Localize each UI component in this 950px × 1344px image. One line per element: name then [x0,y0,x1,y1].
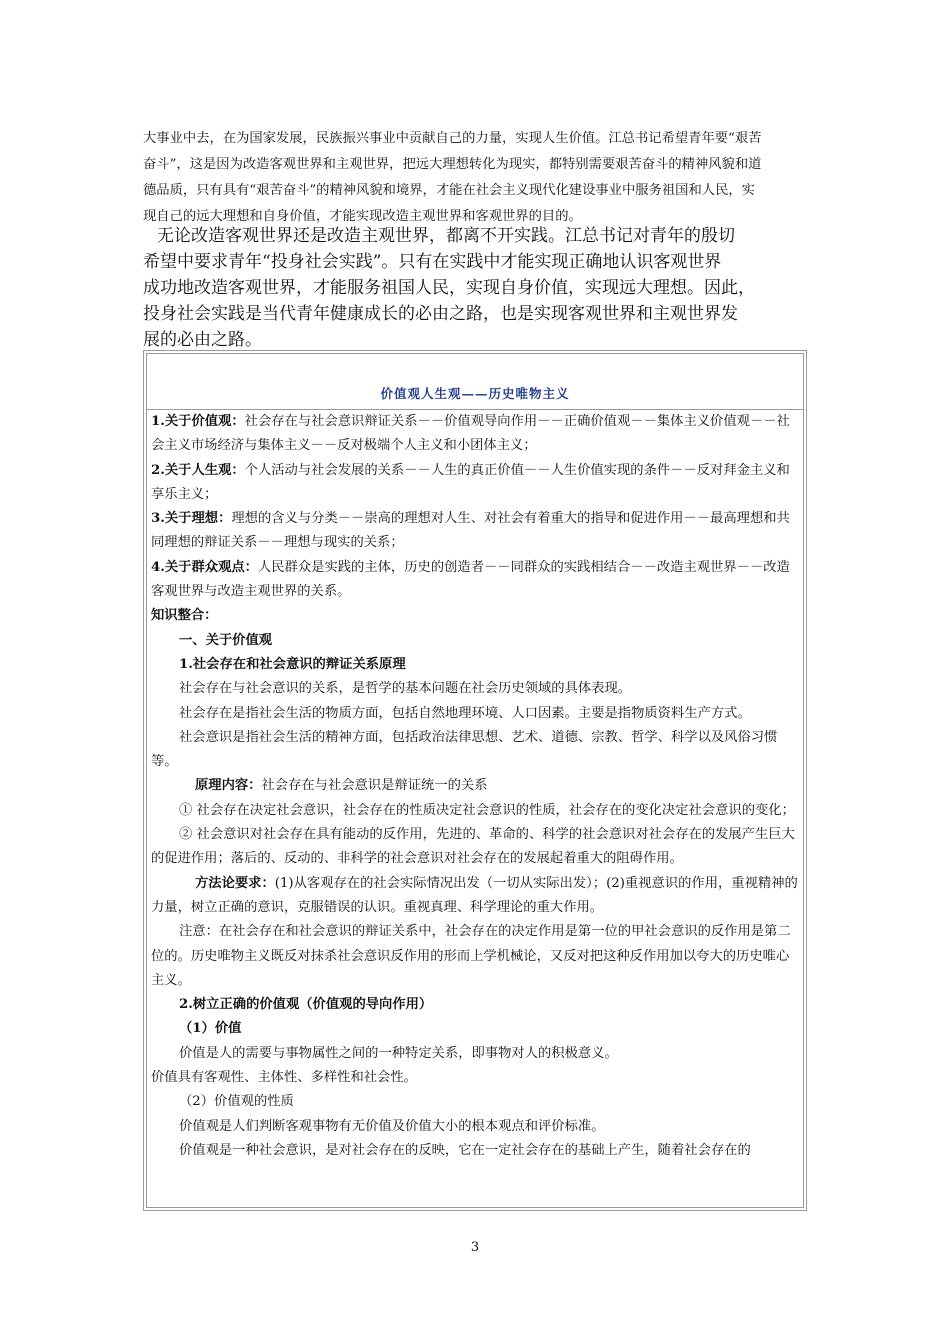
text-line: 无论改造客观世界还是改造主观世界，都离不开实践。江总书记对青年的殷切 [157,226,735,246]
text-line: 展的必由之路。 [143,330,262,350]
subsection-heading-2: 2.树立正确的价值观（价值观的导向作用） [179,997,433,1013]
item-text: 个人活动与社会发展的关系－－人生的真正价值－－人生价值实现的条件－－反对拜金主义和享乐主义； [151,462,790,502]
item-label: 2.关于人生观： [151,462,245,478]
text-line: 现自己的远大理想和自身价值，才能实现改造主观世界和客观世界的目的。 [143,209,582,224]
principle-text: 社会存在与社会意识是辩证统一的关系 [261,778,488,794]
body-paragraph: 社会存在是指社会生活的物质方面，包括自然地理环境、人口因素。主要是指物质资料生产方式。 [179,705,751,721]
section-heading-1: 一、关于价值观 [179,632,273,648]
outline-item-3 [151,507,799,556]
methodology-text: (1)从客观存在的社会实际情况出发（一切从实际出发）；(2)重视意识的作用，重视精神的力量，树立正确的意识，克服错误的认识。重视真理、科学理论的重大作用。 [151,875,798,915]
body-paragraph: 价值是人的需要与事物属性之间的一种特定关系，即事物对人的积极意义。 [179,1045,618,1061]
text-line: 奋斗”，这是因为改造客观世界和主观世界，把远大理想转化为现实，都特别需要艰苦奋斗的精神风貌和道 [143,157,762,172]
principle-label: 原理内容： [195,778,262,794]
body-paragraph: 社会存在与社会意识的关系，是哲学的基本问题在社会历史领域的具体表现。 [179,681,632,697]
subsection-heading-2-2: （2）价值观的性质 [179,1094,294,1110]
item-text: 理想的含义与分类－－崇高的理想对人生、对社会有着重大的指导和促进作用－－最高理想和共同理想的辩证关系－－理想与现实的关系； [151,511,790,551]
text-line: 大事业中去，在为国家发展，民族振兴事业中贡献自己的力量，实现人生价值。江总书记希望青年要“艰苦 [143,131,762,146]
body-paragraph: 价值具有客观性、主体性、多样性和社会性。 [151,1070,417,1086]
summary-box-inner [146,353,804,1208]
text-line: 希望中要求青年“投身社会实践”。只有在实践中才能实现正确地认识客观世界 [143,252,722,272]
principle-point-1: ① 社会存在决定社会意识，社会存在的性质决定社会意识的性质，社会存在的变化决定社会意识的变化； [179,802,795,818]
page-number: 3 [470,1240,480,1255]
practice-paragraph [143,223,807,353]
principle-point-2: ② 社会意识对社会存在具有能动的反作用，先进的、革命的、科学的社会意识对社会存在的发展产生巨大的促进作用；落后的、反动的、非科学的社会意识对社会存在的发展起着重大的阻碍作用。 [151,827,795,867]
methodology-label: 方法论要求： [195,875,275,891]
methodology-line [151,872,799,921]
item-label: 3.关于理想： [151,511,232,527]
knowledge-heading: 知识整合： [151,608,218,624]
subsection-heading-2-1: （1）价值 [179,1021,242,1037]
box-body [151,410,799,1163]
body-paragraph: 价值观是一种社会意识，是对社会存在的反映，它在一定社会存在的基础上产生，随着社会存在的 [179,1142,751,1158]
summary-box [143,350,807,1211]
intro-paragraph [143,126,807,230]
outline-item-2 [151,459,799,508]
note-paragraph: 注意：在社会存在和社会意识的辩证关系中，社会存在的决定作用是第一位的甲社会意识的反作用是第二位的。历史唯物主义既反对抹杀社会意识反作用的形而上学机械论，又反对把这种反作用加以夸大的历史唯心主义。 [151,924,791,988]
subsection-heading-1: 1.社会存在和社会意识的辩证关系原理 [179,656,406,672]
box-title: 价值观人生观——历史唯物主义 [380,386,570,401]
item-label: 4.关于群众观点： [151,559,258,575]
outline-item-1 [151,410,799,459]
box-title-cell [147,354,803,410]
principle-line [151,774,799,798]
text-line: 投身社会实践是当代青年健康成长的必由之路，也是实现客观世界和主观世界发 [143,304,738,324]
body-paragraph: 价值观是人们判断客观事物有无价值及价值大小的根本观点和评价标准。 [179,1118,605,1134]
body-paragraph: 社会意识是指社会生活的精神方面，包括政治法律思想、艺术、道德、宗教、哲学、科学以及风俗习惯等。 [151,729,778,770]
text-line: 成功地改造客观世界，才能服务祖国人民，实现自身价值，实现远大理想。因此， [143,278,755,298]
item-label: 1.关于价值观： [151,414,245,429]
text-line: 德品质，只有具有“艰苦奋斗”的精神风貌和境界，才能在社会主义现代化建设事业中服务祖国和人民，实 [143,183,755,198]
item-text: 社会存在与社会意识辩证关系－－价值观导向作用－－正确价值观－－集体主义价值观－－社会主义市场经济与集体主义－－反对极端个人主义和小团体主义； [151,414,790,454]
item-text: 人民群众是实践的主体，历史的创造者－－同群众的实践相结合－－改造主观世界－－改造客观世界与改造主观世界的关系。 [151,559,790,600]
outline-item-4 [151,556,799,605]
